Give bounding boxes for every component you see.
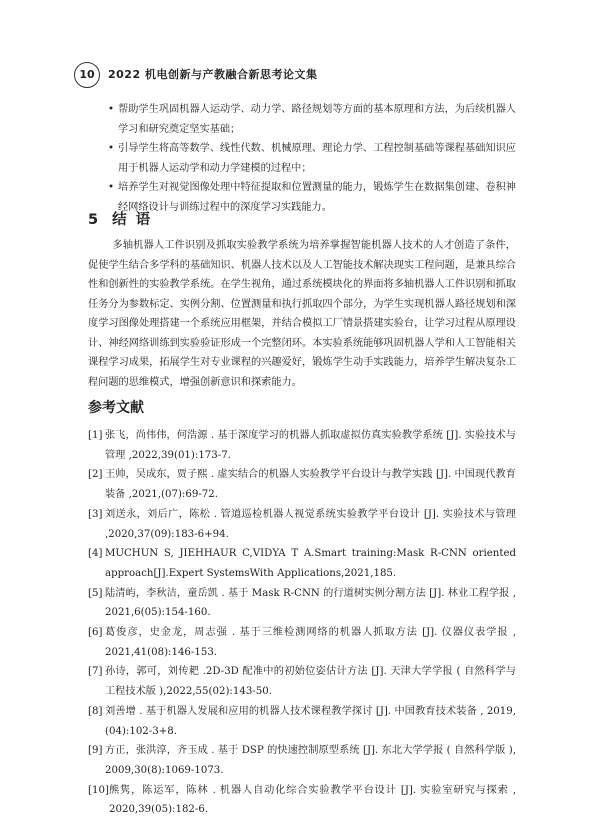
- bullet-marker: •: [108, 143, 115, 154]
- reference-number: [3]: [88, 508, 103, 520]
- reference-number: [1]: [88, 430, 103, 441]
- reference-text: 刘送永，刘后广，陈松 . 管道巡检机器人视觉系统实验教学平台设计 [J]. 实验技术与管理 ,2020,37(09):183-6+94.: [105, 508, 516, 540]
- conclusion-paragraph: 多轴机器人工件识别及抓取实验教学系统为培养掌握智能机器人技术的人才创造了条件，促使学生结合多学科的基础知识、机器人技术以及人工智能技术解决现实工程问题，是兼具综合性和创新性的实验教学系统。在学生视角，通过系统模块化的界面将多轴机器人工件识别和抓取任务分为参数标定、实例分割、位置测量和执行抓取四个部分，为学生实现机器人路径规划和深度学习图像处理搭建一个系统应用框架，并结合模拟工厂情景搭建实验台，让学习过程从原理设计、神经网络训练到实验验证形成一个完整闭环。本实验系统能够巩固机器人学和人工智能相关课程学习成果，拓展学生对专业课程的兴趣爱好，锻炼学生动手实践能力，培养学生解决复杂工程问题的思维模式，增强创新意识和探索能力。: [88, 240, 516, 388]
- references-list: [88, 426, 516, 820]
- reference-number: [2]: [88, 469, 103, 481]
- objective-item: [108, 139, 516, 178]
- reference-item: [88, 702, 516, 741]
- reference-item: [88, 662, 516, 701]
- reference-item: [88, 505, 516, 544]
- reference-item: [88, 465, 516, 504]
- reference-text: 王帅，吴成东，贾子熙 . 虚实结合的机器人实验教学平台设计与教学实践 [J]. 中国现代教育装备 ,2021,(07):69-72.: [105, 469, 516, 501]
- section-number: 5: [88, 212, 99, 228]
- reference-text: 陆清屿，李秋洁，童岳凯 . 基于 Mask R-CNN 的行道树实例分割方法 [J]. 林业工程学报 , 2021,6(05):154-160.: [105, 587, 516, 619]
- reference-text: 孙诗，郭可，刘传耙 .2D-3D 配准中的初始位姿估计方法 [J]. 天津大学学报 ( 自然科学与工程技术版 ),2022,55(02):143-50.: [105, 666, 516, 698]
- reference-text: 葛俊彦，史金龙，周志强 . 基于三维检测网络的机器人抓取方法 [J]. 仪器仪表学报 , 2021,41(08):146-153.: [105, 627, 516, 658]
- reference-text: 熊隽，陈运军，陈林 . 机器人自动化综合实验教学平台设计 [J]. 实验室研究与探索 , 2020,39(05):182-6.: [109, 784, 516, 816]
- reference-number: [8]: [88, 705, 103, 717]
- reference-item: [88, 544, 516, 583]
- reference-item: [88, 426, 516, 465]
- reference-item: [88, 623, 516, 662]
- objective-text: 培养学生对视觉图像处理中特征提取和位置测量的能力，锻炼学生在数据集创建、卷积神经网络设计与训练过程中的深度学习实践能力。: [118, 182, 516, 213]
- objective-item: [108, 178, 516, 217]
- section-title: 结语: [112, 212, 160, 228]
- reference-text: 刘善增 . 基于机器人发展和应用的机器人技术课程教学探讨 [J]. 中国教育技术装备 , 2019,(04):102-3+8.: [105, 705, 516, 737]
- objective-text: 引导学生将高等数学、线性代数、机械原理、理论力学、工程控制基础等课程基础知识应用于机器人运动学和动力学建模的过程中；: [118, 143, 516, 174]
- reference-number: [7]: [88, 666, 103, 678]
- page-header: [74, 62, 574, 88]
- section-heading: [88, 208, 159, 229]
- running-title: 2022 机电创新与产教融合新思考论文集: [108, 68, 318, 81]
- reference-item: [88, 584, 516, 623]
- reference-number: [10]: [88, 784, 109, 796]
- reference-item: [88, 741, 516, 780]
- objective-item: [108, 100, 516, 139]
- reference-item: [88, 781, 516, 820]
- reference-text: MUCHUN S, JIEHHAUR C,VIDYA T A.Smart training:Mask R-CNN oriented approach[J].Expert SystemsWith Applications,2021,185.: [105, 548, 516, 579]
- reference-number: [4]: [88, 548, 103, 560]
- reference-text: 张飞，尚伟伟，何浩源 . 基于深度学习的机器人抓取虚拟仿真实验教学系统 [J]. 实验技术与管理 ,2022,39(01):173-7.: [105, 430, 516, 461]
- bullet-marker: •: [108, 182, 115, 193]
- reference-number: [6]: [88, 627, 103, 639]
- objectives-list: [108, 100, 516, 217]
- references-heading: 参考文献: [88, 400, 144, 416]
- objective-text: 帮助学生巩固机器人运动学、动力学、路径规划等方面的基本原理和方法，为后续机器人学习和研究奠定坚实基础；: [118, 104, 516, 135]
- page-number: 10: [74, 62, 100, 88]
- reference-number: [9]: [88, 745, 103, 757]
- reference-text: 方正，张洪淳，齐玉成 . 基于 DSP 的快速控制原型系统 [J]. 东北大学学报 ( 自然科学版 ), 2009,30(8):1069-1073.: [105, 745, 516, 776]
- bullet-marker: •: [108, 104, 115, 115]
- reference-number: [5]: [88, 587, 103, 599]
